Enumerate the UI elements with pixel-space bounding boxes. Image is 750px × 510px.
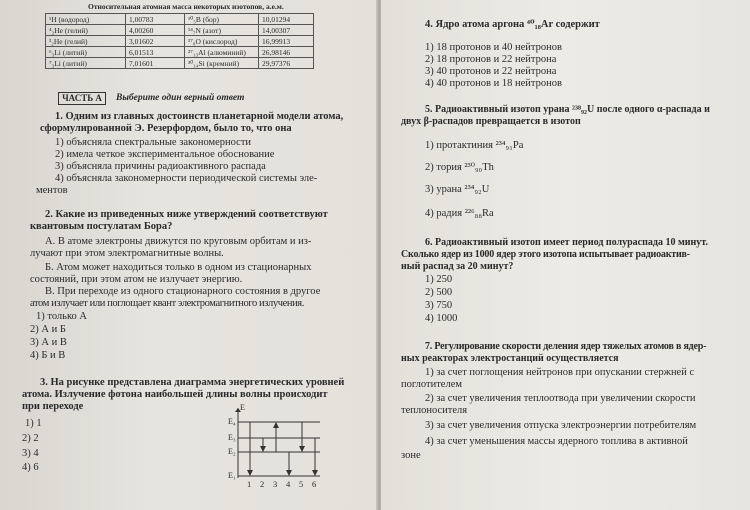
q5-option: 3) урана ²³⁴₉₂U <box>425 184 490 195</box>
q2-option: 1) только А <box>36 311 87 322</box>
transition-number: 2 <box>260 479 265 489</box>
arrow-icon <box>312 470 318 476</box>
q6-text: Сколько ядер из 1000 ядер этого изотопа испытывает радиоактив- <box>401 249 690 260</box>
table-cell: ¹H (водород) <box>46 14 126 25</box>
table-cell: ⁶₃Li (литий) <box>46 47 126 58</box>
table-row <box>46 36 314 47</box>
level-label: E₃ <box>228 433 236 442</box>
level-label: E₄ <box>228 417 236 426</box>
q5-text: двух β-распадов превращается в изотоп <box>401 116 581 127</box>
transition-number: 6 <box>312 479 317 489</box>
q4-option: 1) 18 протонов и 40 нейтронов <box>425 42 562 53</box>
table-cell: 10,01294 <box>259 14 314 25</box>
table-row <box>46 58 314 69</box>
q2-option: 4) Б и В <box>30 350 66 361</box>
q6-text: 6. Радиоактивный изотоп имеет период полураспада 10 минут. <box>425 237 708 248</box>
q2-option: 3) А и В <box>30 337 67 348</box>
q4-text: 4. Ядро атома аргона ⁴⁰₁₈Ar содержит <box>425 19 600 30</box>
q7-text: ных реакторах электростанций осуществляется <box>401 353 619 364</box>
table-cell: 6,01513 <box>126 47 185 58</box>
q2-text: квантовым постулатам Бора? <box>30 221 173 232</box>
q3-option: 4) 6 <box>22 462 39 473</box>
arrow-icon <box>247 470 253 476</box>
q7-option: 3) за счет увеличения отпуска электроэнергии потребителям <box>425 420 697 431</box>
part-instruction: Выберите один верный ответ <box>116 93 245 103</box>
table-cell: 26,98146 <box>259 47 314 58</box>
q6-option: 3) 750 <box>425 300 453 311</box>
table-row <box>46 47 314 58</box>
arrow-icon <box>299 446 305 452</box>
q7-option: поглотителем <box>401 379 462 390</box>
q2-statement: В. При переходе из одного стационарного состояния в другое <box>45 286 321 297</box>
arrow-icon <box>260 446 266 452</box>
q7-option: зоне <box>401 450 421 461</box>
transition-number: 4 <box>286 479 291 489</box>
level-label: E₂ <box>228 447 236 456</box>
part-a-label: ЧАСТЬ А <box>58 92 106 105</box>
q4-option: 4) 40 протонов и 18 нейтронов <box>425 78 562 89</box>
table-cell: ⁷₃Li (литий) <box>46 58 126 69</box>
q1-option: ментов <box>36 185 68 196</box>
energy-axis-label: E <box>240 403 245 412</box>
q1-option: 1) объясняла спектральные закономерности <box>55 137 252 148</box>
table-cell: 29,97376 <box>259 58 314 69</box>
transition-number: 1 <box>247 479 252 489</box>
q6-option: 4) 1000 <box>425 313 458 324</box>
q6-option: 2) 500 <box>425 287 453 298</box>
q4-option: 3) 40 протонов и 22 нейтрона <box>425 66 557 77</box>
table-cell: 16,99913 <box>259 36 314 47</box>
table-cell: 4,00260 <box>126 25 185 36</box>
q2-statement: Б. Атом может находиться только в одном из стационарных <box>45 262 312 273</box>
q7-option: 4) за счет уменьшения массы ядерного топлива в активной <box>425 436 688 447</box>
table-cell: 3,01602 <box>126 36 185 47</box>
q2-statement: состояний, при этом атом не излучает энергию. <box>30 274 243 285</box>
level-label: E₁ <box>228 471 236 480</box>
q5-option: 4) радия ²²⁶₈₈Ra <box>425 208 494 219</box>
q3-option: 2) 2 <box>22 433 39 444</box>
q3-text: атома. Излучение фотона наибольшей длины волны происходит <box>22 389 328 400</box>
transition-number: 5 <box>299 479 304 489</box>
q1-option: 4) объясняла закономерности периодической системы эле- <box>55 173 318 184</box>
q3-text: при переходе <box>22 401 84 412</box>
atomic-mass-table <box>45 13 314 69</box>
table-cell: ²⁷₁₃Al (алюминий) <box>185 47 259 58</box>
table-cell: ³₂He (гелий) <box>46 36 126 47</box>
table-cell: 1,00783 <box>126 14 185 25</box>
q5-option: 2) тория ²³⁰₉₀Th <box>425 162 494 173</box>
table-row <box>46 14 314 25</box>
q2-statement: А. В атоме электроны движутся по круговым орбитам и из- <box>45 236 312 247</box>
q4-option: 2) 18 протонов и 22 нейтрона <box>425 54 557 65</box>
q1-text: 1. Одним из главных достоинств планетарной модели атома, <box>55 111 344 122</box>
arrow-icon <box>286 470 292 476</box>
q2-text: 2. Какие из приведенных ниже утверждений соответствуют <box>45 209 328 220</box>
right-page <box>381 0 750 510</box>
table-cell: ¹⁷₈O (кислород) <box>185 36 259 47</box>
q3-option: 3) 4 <box>22 448 39 459</box>
q2-option: 2) А и Б <box>30 324 66 335</box>
table-cell: 7,01601 <box>126 58 185 69</box>
q5-text: 5. Радиоактивный изотоп урана ²³⁸₉₂U после одного α-распада и <box>425 104 710 115</box>
arrow-icon <box>273 422 279 428</box>
q1-option: 2) имела четкое экспериментальное обоснование <box>55 149 275 160</box>
q3-text: 3. На рисунке представлена диаграмма энергетических уровней <box>40 377 345 388</box>
q1-text: сформулированной Э. Резерфордом, было то, что она <box>40 123 292 134</box>
q3-option: 1) 1 <box>25 418 42 429</box>
q6-text: ный распад за 20 минут? <box>401 261 514 272</box>
q7-option: теплоносителя <box>401 405 468 416</box>
table-cell: ¹⁰₅B (бор) <box>185 14 259 25</box>
table-title: Относительная атомная масса некоторых изотопов, а.е.м. <box>88 2 284 11</box>
q7-option: 1) за счет поглощения нейтронов при опускании стержней с <box>425 367 695 378</box>
table-cell: 14,00307 <box>259 25 314 36</box>
q2-statement: лучают при этом электромагнитные волны. <box>30 248 224 259</box>
table-cell: ⁴₂He (гелий) <box>46 25 126 36</box>
energy-level-diagram <box>228 408 328 488</box>
table-cell: ³⁰₁₄Si (кремний) <box>185 58 259 69</box>
q6-option: 1) 250 <box>425 274 453 285</box>
q5-option: 1) протактиния ²³⁴₉₁Pa <box>425 140 524 151</box>
table-cell: ¹⁴₇N (азот) <box>185 25 259 36</box>
q7-option: 2) за счет увеличения теплоотвода при увеличении скорости <box>425 393 696 404</box>
table-row <box>46 25 314 36</box>
q7-text: 7. Регулирование скорости деления ядер тяжелых атомов в ядер- <box>425 341 707 352</box>
transition-number: 3 <box>273 479 278 489</box>
q1-option: 3) объясняла причины радиоактивного распада <box>55 161 266 172</box>
q2-statement: атом излучает или поглощает квант электромагнитного излучения. <box>30 298 304 309</box>
